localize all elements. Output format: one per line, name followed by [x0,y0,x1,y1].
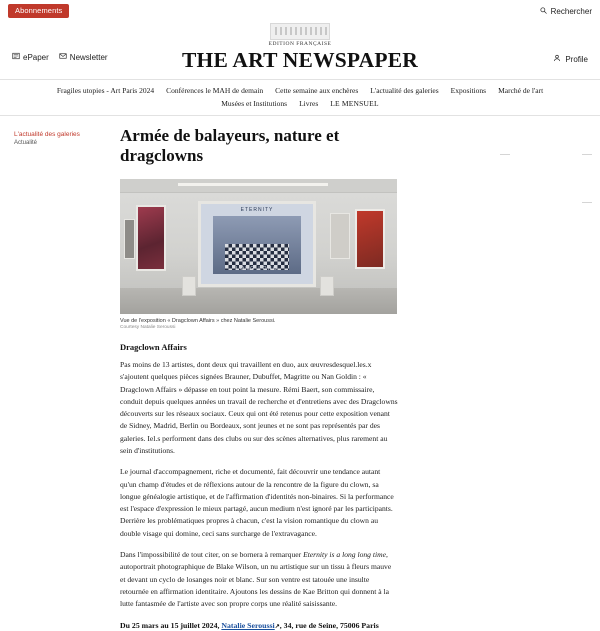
masthead-left-links [12,52,108,62]
photo-booth-text-top: ETERNITY [240,206,274,213]
photo-central-booth [198,201,316,287]
exhibition-dates: Du 25 mars au 15 juillet 2024, [120,620,222,630]
exhibition-info [120,620,398,631]
nav-item-marche[interactable]: Marché de l'art [498,86,544,95]
exhibition-photo [120,179,397,314]
left-rail [0,126,120,631]
rail-divider-3 [582,202,592,203]
magnifier-icon[interactable] [540,7,547,16]
figure-caption: Vue de l'exposition « Dragclown Affairs » chez Natalie Seroussi. [120,317,276,324]
article-body [0,116,600,631]
envelope-icon [59,52,67,62]
nav-item-encheres[interactable]: Cette semaine aux enchères [275,86,359,95]
logo-caption: EDITION FRANÇAISE [268,41,332,47]
nav-item-livres[interactable]: Livres [299,99,319,109]
article-subhead: Dragclown Affairs [120,341,187,352]
section-subkicker[interactable]: Actualité [14,139,38,146]
article-paragraph-3 [120,549,398,610]
right-rail [450,126,600,631]
epaper-icon [12,52,20,62]
nav-item-expositions[interactable]: Expositions [450,86,487,95]
photo-pedestal-right [320,276,334,296]
photo-lightbar [178,183,328,186]
search-control[interactable] [540,4,592,16]
rail-divider-2 [500,154,510,155]
photo-pedestal-left [182,276,196,296]
newsletter-link[interactable] [59,52,108,62]
user-icon [553,54,561,64]
newsletter-label[interactable]: Newsletter [69,52,108,62]
masthead [0,22,600,79]
masthead-logo[interactable] [0,23,600,73]
photo-ceiling [120,179,397,193]
paragraph3-after: , autoportrait photographique de Blake Wilson, un nu artistique sur un tissu à fleurs mauve et devant un cyclo de losanges noir et blanc. Sur son ventre est tatouée une insulte retournée en affirmation identitaire. Ajoutons les dessins de Kae Britton qui donnent à la lutte fantasmée de l'artiste avec son propre corps une réalité saisissante. [120,550,392,609]
nav-item-mensuel[interactable]: LE MENSUEL [330,99,379,109]
utility-bar [0,0,600,22]
newspaper-logo-mark [270,23,330,40]
photo-artwork-mid-right [330,213,350,259]
article-paragraph-1: Pas moins de 13 artistes, dont deux qui travaillent en duo, aux œuvresdesquel.les.x s'ajoutent quelques pièces signées Brauner, Dubuffet, Magritte ou Nan Goldin : « Dragclown Affairs » dépasse en tout point la mesure. Rémi Baert, son commissaire, conduit depuis quelques années un travail de recherche et d'entretiens avec des Dragclowns découverts sur les réseaux sociaux. Ceux qui ont été retenus pour cette exposition venant de Sidney, Madrid, Berlin ou Bordeaux, sont jeunes et ne sont pas représentés par des galeries. Iel.s performent dans des clubs ou sur des scènes alternatives, plus rarement au sein d'institutions. [120,359,398,455]
nav-row-primary [0,85,600,96]
artwork-title-italic: Eternity is a long long time [303,550,386,560]
photo-floor [120,288,397,314]
nav-item-galeries[interactable]: L'actualité des galeries [370,86,439,95]
photo-booth-text-bottom: LONG LONG [235,265,279,272]
photo-artwork-right [355,209,385,269]
search-label[interactable]: Rechercher [550,7,592,16]
profile-label[interactable]: Profile [565,54,588,64]
article-paragraph-2: Le journal d'accompagnement, riche et documenté, fait découvrir une tendance autant qu'un champ d'études et de réflexions autour de la rencontre de la figure du clown, sa longue généalogie artistique, et de l'affirmation d'identités non-binaires. Si la performance est l'espace d'expression le mieux partagé, aucun medium n'est ignoré par les participants. Derrière les problématiques propres à chacun, c'est la vision romantique du clown au double visage qui domine, ceci sans surcharge de l'extravagance. [120,467,394,538]
figure-credit: Courtesy Natalie Seroussi [120,325,176,331]
nav-item-musees[interactable]: Musées et Institutions [221,99,288,109]
paragraph3-before: Dans l'impossibilité de tout citer, on se bornera à remarquer [120,550,304,560]
profile-link[interactable] [553,54,588,64]
nav-item-art-paris[interactable]: Fragiles utopies - Art Paris 2024 [56,86,155,95]
article-main [120,126,450,631]
section-kicker[interactable]: L'actualité des galeries [14,130,80,138]
gallery-address: , 34, rue de Seine, 75006 Paris [279,620,379,630]
article-headline: Armée de balayeurs, nature et dragclowns [120,125,340,166]
epaper-link[interactable] [12,52,49,62]
external-link-icon[interactable]: ↗ [274,623,280,630]
main-nav [0,79,600,116]
photo-artwork-far-left [124,219,135,259]
rail-divider-1 [582,154,592,155]
subscription-button[interactable]: Abonnements [8,4,69,18]
nav-item-conferences[interactable]: Conférences le MAH de demain [166,86,264,95]
article-figure [120,179,450,332]
page-title[interactable]: THE ART NEWSPAPER [181,48,418,72]
gallery-link[interactable]: Natalie Seroussi [221,620,275,630]
nav-row-secondary [0,98,600,109]
epaper-label[interactable]: ePaper [23,52,49,62]
photo-artwork-left [136,205,166,271]
